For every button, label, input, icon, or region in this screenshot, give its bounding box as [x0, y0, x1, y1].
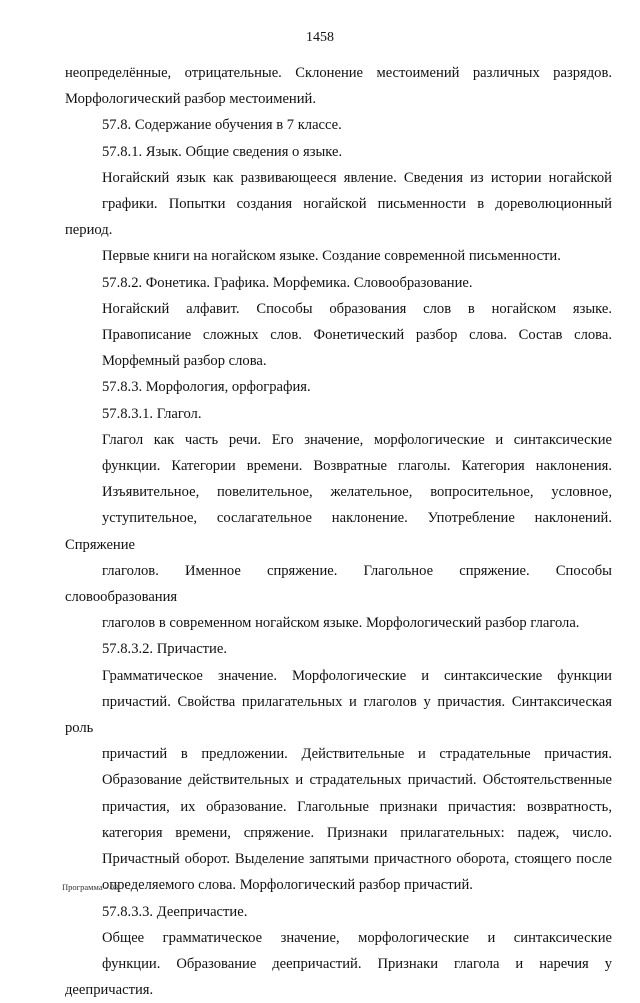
page-number: 1458: [306, 30, 334, 45]
text-line: 57.8.3.1. Глагол.: [102, 405, 202, 422]
paragraph: [65, 663, 612, 899]
paragraph: [65, 925, 612, 1003]
paragraph: [65, 374, 612, 400]
text-line: причастий в предложении. Действительные и страдательные причастия.: [102, 746, 612, 763]
text-line: Глагол как часть речи. Его значение, морфологические и синтаксические: [102, 431, 612, 448]
text-line: уступительное, сослагательное наклонение. Употребление наклонений. Спряжение: [65, 510, 612, 553]
text-line: определяемого слова. Морфологический разбор причастий.: [102, 877, 473, 894]
text-line: Общее грамматическое значение, морфологические и синтаксические: [102, 929, 612, 946]
text-line: глаголов в современном ногайском языке. Морфологический разбор глагола.: [102, 615, 580, 632]
text-line: 57.8.3.3. Деепричастие.: [102, 903, 248, 920]
paragraph: [65, 636, 612, 662]
text-line: причастий. Свойства прилагательных и глаголов у причастия. Синтаксическая роль: [65, 693, 612, 737]
paragraph: [65, 165, 612, 270]
text-line: неопределённые, отрицательные. Склонение местоимений различных разрядов.: [65, 65, 612, 81]
text-line: 57.8.1. Язык. Общие сведения о языке.: [102, 143, 343, 160]
text-line: категория времени, спряжение. Признаки прилагательных: падеж, число.: [102, 824, 612, 841]
text-line: Морфологический разбор местоимений.: [65, 91, 317, 108]
paragraph: [65, 899, 612, 925]
text-line: Ногайский алфавит. Способы образования слов в ногайском языке.: [102, 300, 612, 317]
text-line: функции. Образование деепричастий. Признаки глагола и наречия у деепричастия.: [65, 955, 612, 999]
paragraph: [65, 112, 612, 138]
paragraph: [65, 427, 612, 637]
text-line: Первые книги на ногайском языке. Создание современной письменности.: [102, 248, 561, 265]
paragraph: [65, 401, 612, 427]
text-line: графики. Попытки создания ногайской письменности в дореволюционный период.: [65, 196, 612, 239]
paragraph: [65, 296, 612, 375]
text-line: 57.8. Содержание обучения в 7 классе.: [102, 117, 342, 134]
text-line: Ногайский язык как развивающееся явление. Сведения из истории ногайской: [102, 169, 612, 186]
text-line: 57.8.3.2. Причастие.: [102, 641, 227, 658]
text-line: Морфемный разбор слова.: [102, 353, 267, 370]
footer-label: Программа - 03: [62, 882, 119, 892]
text-line: 57.8.3. Морфология, орфография.: [102, 379, 311, 396]
paragraph: [65, 139, 612, 165]
text-line: Правописание сложных слов. Фонетический разбор слова. Состав слова.: [102, 327, 612, 344]
document-body: [65, 60, 612, 1003]
paragraph: [65, 60, 612, 112]
paragraph: [65, 270, 612, 296]
text-line: причастия, их образование. Глагольные признаки причастия: возвратность,: [102, 798, 612, 815]
text-line: Грамматическое значение. Морфологические и синтаксические функции: [102, 667, 612, 684]
text-line: Изъявительное, повелительное, желательное, вопросительное, условное,: [102, 484, 612, 501]
text-line: 57.8.2. Фонетика. Графика. Морфемика. Словообразование.: [102, 274, 473, 291]
text-line: глаголов. Именное спряжение. Глагольное спряжение. Способы словообразования: [65, 562, 612, 606]
text-line: Причастный оборот. Выделение запятыми причастного оборота, стоящего после: [102, 851, 612, 868]
text-line: функции. Категории времени. Возвратные глаголы. Категория наклонения.: [102, 458, 612, 475]
text-line: Образование действительных и страдательных причастий. Обстоятельственные: [102, 772, 612, 789]
